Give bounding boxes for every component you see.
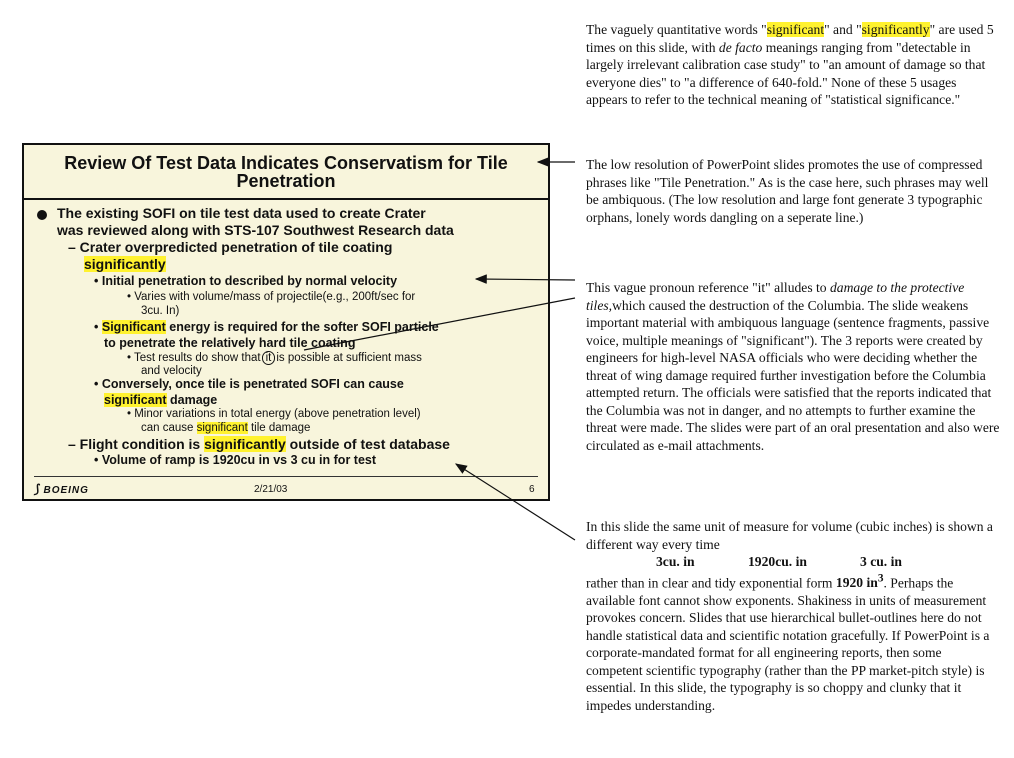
bullet-2b-pre: – Flight condition is	[68, 436, 205, 452]
bullet-4c-pre: can cause	[141, 422, 197, 434]
boeing-swoosh-icon: ⟆	[34, 482, 40, 496]
bullet-4c-line1: • Minor variations in total energy (above penetration level)	[127, 408, 421, 420]
bullet-3d: • Volume of ramp is 1920cu in vs 3 cu in for test	[94, 453, 377, 467]
p4-exponent: 3	[877, 572, 884, 585]
p1-highlight-significantly: significantly	[861, 22, 930, 37]
arrow-to-initial-penetration	[476, 279, 575, 280]
p1-highlight-significant: significant	[766, 22, 825, 37]
slide-title-line1: Review Of Test Data Indicates Conservatism for Tile	[64, 152, 508, 173]
highlight-significant: Significant	[101, 320, 166, 334]
boeing-logo-text: BOEING	[43, 485, 89, 496]
bullet-4a-line2: 3cu. In)	[141, 305, 180, 317]
highlight-significant-2: significant	[104, 393, 167, 407]
bullet-4b-line2: and velocity	[141, 365, 202, 377]
p1-text-b: " and "	[824, 22, 862, 37]
line-to-circled-it	[304, 298, 575, 350]
bullet-3c-line1: • Conversely, once tile is penetrated SOFI can cause	[94, 377, 404, 391]
bullet-3b-rest: energy is required for the softer SOFI particle	[165, 320, 439, 334]
bullet-3b-prefix: •	[94, 320, 102, 334]
arrow-to-volume-line	[456, 464, 575, 540]
bullet-4a-line1: • Varies with volume/mass of projectile(e.g., 200ft/sec for	[127, 291, 416, 303]
bullet-2b-post: outside of test database	[285, 436, 450, 452]
p4-text-c: . Perhaps the available font cannot show exponents. Shakiness in units of measurement provokes concern. Slides that use hierarchical bullet-outlines here do not handle statistical data and scientific notation gracefully. If PowerPoint is a corporate-mandated format for all engineering reports, then some competent scientific typography (rather than the PP market-pitch style) is essential. In this slide, the typography is so choppy and clunky that it impedes understanding.	[586, 575, 990, 713]
volume-example-2: 1920cu. in	[748, 554, 807, 569]
p1-emphasis: de facto	[718, 39, 763, 55]
volume-example-1: 3cu. in	[656, 554, 695, 569]
p2-text: The low resolution of PowerPoint slides promotes the use of compressed phrases like "Tile Penetration." As is the case here, such phrases may well be ambiquous. (The low resolution and large font generate 3 typographic orphans, lonely words dangling on a seperate line.)	[586, 157, 989, 225]
bullet-2-line1: – Crater overpredicted penetration of tile coating	[68, 239, 393, 255]
p3-text-a: This vague pronoun reference "it" alludes to	[586, 280, 830, 295]
bullet-4b-post: is possible at sufficient mass	[276, 352, 422, 364]
highlight-significant-3: significant	[196, 422, 248, 434]
highlight-significantly-2: significantly	[204, 436, 286, 452]
p1-text-a: The vaguely quantitative words "	[586, 22, 767, 37]
p4-exponential-form: 1920 in	[835, 575, 878, 591]
circled-it: it	[262, 351, 276, 365]
footer-page-number: 6	[529, 484, 535, 495]
bullet-3b-line2: to penetrate the relatively hard tile coating	[104, 336, 356, 350]
bullet-3a: • Initial penetration to described by normal velocity	[94, 274, 398, 288]
volume-example-3: 3 cu. in	[860, 554, 902, 569]
slide-title-line2: Penetration	[236, 170, 336, 191]
footer-date: 2/21/03	[254, 484, 288, 495]
p3-emphasis: damage to the protective tiles,	[586, 280, 965, 313]
bullet-4c-post: tile damage	[247, 422, 311, 434]
p4-text-b: rather than in clear and tidy exponential form	[586, 575, 836, 591]
bullet-1-line1: The existing SOFI on tile test data used to create Crater	[57, 205, 426, 221]
bullet-4b-pre: • Test results do show that	[127, 352, 261, 364]
p4-text-a: In this slide the same unit of measure for volume (cubic inches) is shown a different way every time	[586, 519, 993, 552]
bullet-3c-rest: damage	[166, 393, 218, 407]
bullet-1-line2: was reviewed along with STS-107 Southwest Research data	[57, 222, 454, 238]
p1-text-c: " are used 5 times on this slide, with	[586, 22, 994, 55]
p1-text-d: meanings ranging from "detectable in largely irrelevant calibration case study" to "an amount of damage so that everyone dies" to "a difference of 640-fold." None of these 5 usages appears to refer to the technical meaning of "statistical significance."	[586, 39, 986, 107]
p3-text-b: which caused the destruction of the Columbia. The slide weakens important material with ambiquous language (sentence fragments, passive voice, multiple meanings of "significant"). The 3 reports were created by engineers for high-level NASA officials who were deciding whether the threat of wing damage required further investigation before the Columbia attempted return. The officials were satisfied that the reports indicated that the Columbia was not in danger, and no attempts to further examine the threat were made. The slides were part of an oral presentation and also were circulated as e-mail attachments.	[586, 297, 1000, 453]
highlight-significantly: significantly	[84, 256, 166, 272]
